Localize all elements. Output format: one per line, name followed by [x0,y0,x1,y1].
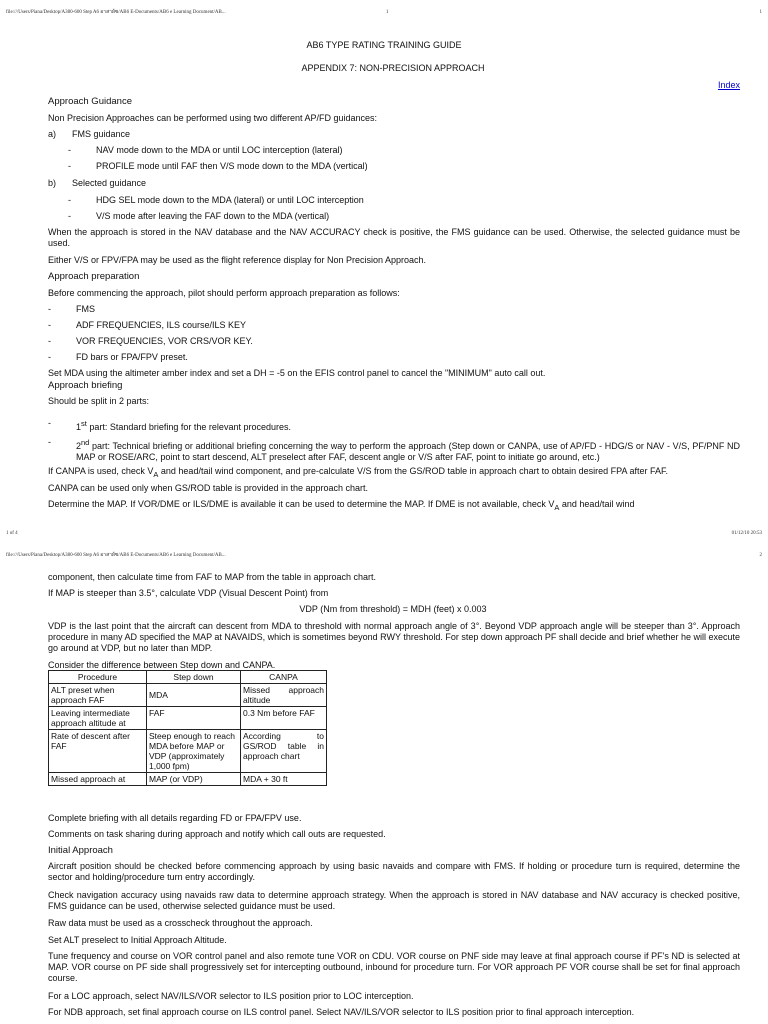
bullet-dash: - [48,304,51,314]
text-run: and head/tail wind component, and pre-calculate V/S from the GS/ROD table in approach chart to obtain desired FPA after FAF. [158,466,669,476]
paragraph: Raw data must be used as a crosscheck throughout the approach. [48,918,313,928]
print-header [6,7,762,18]
paragraph: For a LOC approach, select NAV/ILS/VOR selector to ILS position prior to LOC interception. [48,991,414,1001]
text-run: Determine the MAP. If VOR/DME or ILS/DME is available it can be used to determine the MAP. If DME is not available, check V [48,499,555,509]
paragraph: Either V/S or FPV/FPA may be used as the flight reference display for Non Precision Approach. [48,255,427,265]
list-item: HDG SEL mode down to the MDA (lateral) or until LOC interception [96,195,364,205]
bullet-dash: - [48,352,51,362]
part-text: part: Technical briefing or additional briefing concerning the way to perform the approach (Step down or CANPA, use of AP/FD - HDG/S or NAV - V/S, PF/PNF ND MAP or ROSE/ARC, point to start descend, ALT preselect after FAF, descent angle or V/S after FAF, point to initiate go around, etc.) [76,441,740,462]
vdp-formula: VDP (Nm from threshold) = MDH (feet) x 0.003 [299,604,487,614]
table-row [49,684,327,707]
paragraph: Tune frequency and course on VOR control panel and also remote tune VOR on CDU. VOR course on PNF side may leave at final approach course if PF's ND is selected at MAP. VOR course on PF side shall progressively set for intercepting outbound, inbound for procedure turn. For VOR approach PF VOR course shall be set for final approach course. [48,951,740,983]
paragraph: CANPA can be used only when GS/ROD table is provided in the approach chart. [48,483,369,493]
print-footer [6,528,762,539]
table-cell: MDA + 30 ft [241,773,327,786]
text-run: and head/tail wind [559,499,635,509]
paragraph: component, then calculate time from FAF to MAP from the table in approach chart. [48,572,376,582]
table-row [49,730,327,773]
ordinal-suffix: st [81,419,87,428]
column-header: Step down [147,671,241,684]
approach-preparation-heading: Approach preparation [48,271,140,282]
column-header: CANPA [241,671,327,684]
paragraph: VDP is the last point that the aircraft can descent from MDA to threshold with normal approach angle of 3°. Beyond VDP approach angle will be steeper than 3°. Approach procedure in many AD specified the MAP at NAVAIDS, which is sometimes beyond RWY threshold. For step down approach PF shall decide and brief whether he will execute go around at VDP, but no later than MDP. [48,621,741,653]
paragraph: Before commencing the approach, pilot should perform approach preparation as follows: [48,288,400,298]
table-row [49,773,327,786]
table-cell: Leaving intermediate approach altitude at [49,707,147,730]
table-cell: According to GS/ROD table in approach chart [241,730,327,773]
briefing-part-2 [76,437,740,463]
print-header [6,550,762,561]
briefing-part-1 [76,418,291,433]
selected-guidance-label: Selected guidance [72,178,147,188]
ordinal-suffix: nd [81,438,90,447]
list-item: VOR FREQUENCIES, VOR CRS/VOR KEY. [76,336,253,346]
bullet-dash: - [48,320,51,330]
index-link[interactable]: Index [717,80,740,90]
bullet-dash: - [48,418,51,428]
paragraph: Set MDA using the altimeter amber index and set a DH = -5 on the EFIS control panel to cancel the "MINIMUM" auto call out. [48,368,546,378]
table-cell: 0.3 Nm before FAF [241,707,327,730]
paragraph: Consider the difference between Step down and CANPA. [48,660,276,670]
table-cell: ALT preset when approach FAF [49,684,147,707]
list-item: FD bars or FPA/FPV preset. [76,352,188,362]
initial-approach-heading: Initial Approach [48,845,113,856]
list-item: V/S mode after leaving the FAF down to the MDA (vertical) [96,211,330,221]
part-text: part: Standard briefing for the relevant procedures. [86,422,291,432]
paragraph: For NDB approach, set final approach course on ILS control panel. Select NAV/ILS/VOR selector to ILS position prior to final approach interception. [48,1007,635,1017]
map-paragraph [48,499,634,513]
header-path: file:///Users/Piana/Desktop/A380-600 Step A6 อาสาผ้ซ/AB6 E-Documents/AB6 e Learning Document/AB... [6,10,226,15]
approach-briefing-heading: Approach briefing [48,380,123,391]
paragraph: If MAP is steeper than 3.5°, calculate VDP (Visual Descent Point) from [48,588,329,598]
approach-guidance-intro: Non Precision Approaches can be performed using two different AP/FD guidances: [48,113,378,123]
header-center: 1 [386,10,389,15]
comparison-table [48,670,327,786]
list-item: NAV mode down to the MDA or until LOC interception (lateral) [96,145,343,155]
text-run: If CANPA is used, check V [48,466,154,476]
bullet-dash: - [68,211,71,221]
paragraph: Check navigation accuracy using navaids raw data to determine approach strategy. When the approach is stored in NAV database and NAV accuracy is checked positive, FMS guidance can be used, otherwise selected guidance must be used. [48,890,740,911]
paragraph: Set ALT preselect to Initial Approach Altitude. [48,935,227,945]
header-page-number: 2 [759,553,762,558]
canpa-paragraph [48,466,668,480]
footer-timestamp: 01/12/10 20:53 [731,531,762,536]
paragraph: When the approach is stored in the NAV database and the NAV ACCURACY check is positive, the FMS guidance can be used. Otherwise, the selected guidance must be used. [48,227,740,248]
subscript: A [153,469,159,479]
list-item: FMS [76,304,95,314]
table-cell: Missed approach altitude [241,684,327,707]
approach-guidance-heading: Approach Guidance [48,96,132,107]
document-subtitle: APPENDIX 7: NON-PRECISION APPROACH [301,63,485,73]
table-cell: Steep enough to reach MDA before MAP or VDP (approximately 1,000 fpm) [147,730,241,773]
table-cell: FAF [147,707,241,730]
table-cell: Rate of descent after FAF [49,730,147,773]
footer-page-count: 1 of 4 [6,531,18,536]
bullet-dash: - [68,195,71,205]
list-item: PROFILE mode until FAF then V/S mode down to the MDA (vertical) [96,161,368,171]
table-cell: Missed approach at [49,773,147,786]
list-item: ADF FREQUENCIES, ILS course/ILS KEY [76,320,247,330]
paragraph: Aircraft position should be checked before commencing approach by using basic navaids and compare with FMS. If holding or procedure turn is required, determine the sector and holding/procedure turn entry accordingly. [48,861,740,882]
document-title: AB6 TYPE RATING TRAINING GUIDE [306,40,462,50]
bullet-dash: - [48,336,51,346]
bullet-dash: - [68,161,71,171]
paragraph: Comments on task sharing during approach and notify which call outs are requested. [48,829,386,839]
paragraph: Should be split in 2 parts: [48,396,150,406]
table-cell: MAP (or VDP) [147,773,241,786]
bullet-dash: - [68,145,71,155]
list-marker-a: a) [48,129,57,139]
header-page-number: 1 [759,10,762,15]
part-number: 2 [76,441,82,451]
paragraph: Complete briefing with all details regarding FD or FPA/FPV use. [48,813,302,823]
subscript: A [554,502,560,512]
column-header: Procedure [49,671,147,684]
table-row [49,707,327,730]
bullet-dash: - [48,437,51,447]
part-number: 1 [76,422,82,432]
header-path: file:///Users/Piana/Desktop/A380-600 Step A6 อาสาผ้ซ/AB6 E-Documents/AB6 e Learning Document/AB... [6,553,226,558]
list-marker-b: b) [48,178,57,188]
table-header-row [49,671,327,684]
fms-guidance-label: FMS guidance [72,129,131,139]
table-cell: MDA [147,684,241,707]
